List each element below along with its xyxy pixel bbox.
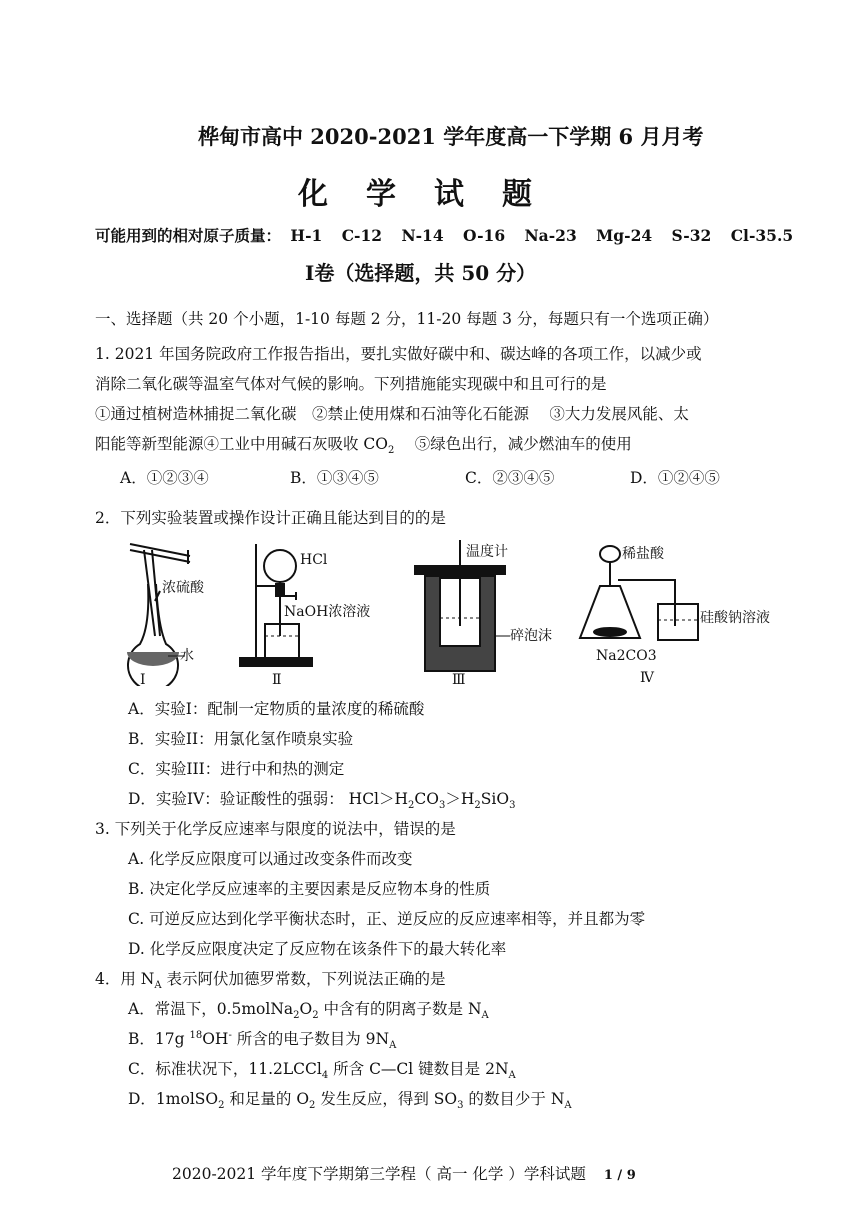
option-text: CO: [414, 790, 439, 808]
q4-option-b: [128, 1027, 396, 1051]
section-heading: 一、选择题（共 20 个小题，1-10 每题 2 分，11-20 每题 3 分，每题只有一个选项正确）: [95, 310, 719, 328]
option-text: C．标准状况下，11.2LCCl: [128, 1060, 322, 1078]
page-number: 1 / 9: [603, 1168, 636, 1183]
label-carbonate: Na2CO3: [596, 648, 657, 664]
q1-line: 消除二氧化碳等温室气体对气候的影响。下列措施能实现碳中和且可行的是: [95, 375, 607, 393]
q3-option-a: A. 化学反应限度可以通过改变条件而改变: [128, 850, 413, 868]
q4-stem-text: 表示阿伏加德罗常数，下列说法正确的是: [161, 970, 446, 988]
label-thermometer: 温度计: [466, 544, 508, 560]
school-title: 桦甸市高中 2020-2021 学年度高一下学期 6 月月考: [198, 124, 704, 149]
q4-option-c: [128, 1057, 516, 1081]
q3-option-c: C. 可逆反应达到化学平衡状态时，正、逆反应的反应速率相等，并且都为零: [128, 910, 646, 928]
q2-stem: 2．下列实验装置或操作设计正确且能达到目的的是: [95, 509, 446, 527]
label-roman-3: Ⅲ: [452, 672, 466, 686]
option-text: 中含有的阴离子数是 N: [318, 1000, 482, 1018]
superscript: 18: [189, 1029, 203, 1041]
option-text: 所含 C—Cl 键数目是 2N: [328, 1060, 509, 1078]
option-text: 和足量的 O: [224, 1090, 310, 1108]
label-water: 水: [180, 648, 194, 664]
q1-line: [95, 432, 632, 456]
subscript: 3: [509, 800, 516, 812]
q3-stem: 3. 下列关于化学反应速率与限度的说法中，错误的是: [95, 820, 456, 838]
label-naoh: NaOH浓溶液: [284, 604, 371, 620]
label-hcl: HCl: [300, 552, 328, 568]
q4-stem: [95, 967, 446, 991]
q3-option-b: B. 决定化学反应速率的主要因素是反应物本身的性质: [128, 880, 491, 898]
subscript: A: [508, 1070, 516, 1082]
option-text: SiO: [480, 790, 510, 808]
q1-option-c: C．②③④⑤: [465, 469, 555, 487]
option-text: 发生反应，得到 SO: [315, 1090, 458, 1108]
option-text: OH: [202, 1030, 229, 1048]
label-roman-4: Ⅳ: [640, 670, 654, 686]
option-text: 所含的电子数目为 9N: [231, 1030, 390, 1048]
subscript: 2: [474, 800, 481, 812]
subscript: A: [564, 1100, 572, 1112]
label-silicate: 硅酸钠溶液: [700, 610, 770, 626]
q4-option-a: [128, 997, 489, 1021]
page-footer: [172, 1162, 636, 1184]
q1-option-d: D．①②④⑤: [630, 469, 720, 487]
subscript: 2: [388, 445, 395, 457]
subscript: 3: [438, 800, 446, 812]
label-roman-2: Ⅱ: [272, 672, 282, 686]
atomic-masses-lead: 可能用到的相对原子质量：: [95, 226, 282, 245]
subscript: 2: [309, 1100, 316, 1112]
subscript: 2: [312, 1010, 319, 1022]
q2-option-c: C．实验III：进行中和热的测定: [128, 760, 345, 778]
atomic-mass: Mg-24: [596, 226, 653, 245]
label-hcl-dilute: 稀盐酸: [622, 546, 664, 562]
atomic-mass: Na-23: [524, 226, 577, 245]
atomic-mass: S-32: [671, 226, 712, 245]
atomic-masses-line: [95, 224, 793, 246]
q1-line-text: ⑤绿色出行，减少燃油车的使用: [394, 435, 632, 453]
atomic-mass: C-12: [341, 226, 383, 245]
q2-option-b: B．实验II：用氯化氢作喷泉实验: [128, 730, 354, 748]
q3-option-d: D. 化学反应限度决定了反应物在该条件下的最大转化率: [128, 940, 507, 958]
subscript: 2: [218, 1100, 225, 1112]
q1-option-a: A．①②③④: [120, 469, 209, 487]
option-text: ＞H: [445, 790, 475, 808]
atomic-mass: O-16: [463, 226, 506, 245]
option-text: D．1molSO: [128, 1090, 219, 1108]
apparatus-1-icon: [125, 544, 190, 686]
subscript: 3: [457, 1100, 464, 1112]
q2-option-d: [128, 787, 515, 811]
lab-apparatus-figure: [100, 536, 780, 686]
subscript: 4: [321, 1070, 329, 1082]
subscript: 2: [408, 800, 415, 812]
option-text: 的数目少于 N: [463, 1090, 565, 1108]
label-roman-1: Ⅰ: [140, 672, 146, 686]
subscript: A: [481, 1010, 489, 1022]
q2-option-a: A．实验I：配制一定物质的量浓度的稀硫酸: [128, 700, 425, 718]
option-text: D．实验IV：验证酸性的强弱： HCl＞H: [128, 790, 409, 808]
atomic-mass: Cl-35.5: [730, 226, 794, 245]
q1-line: 1. 2021 年国务院政府工作报告指出，要扎实做好碳中和、碳达峰的各项工作，以减少或: [95, 345, 702, 363]
volume-title: Ⅰ卷（选择题，共 50 分）: [305, 261, 537, 285]
q4-option-d: [128, 1087, 572, 1111]
q1-option-b: B．①③④⑤: [290, 469, 379, 487]
q1-line: ①通过植树造林捕捉二氧化碳 ②禁止使用煤和石油等化石能源 ③大力发展风能、太: [95, 405, 689, 423]
subject-title: 化学试题: [298, 177, 570, 212]
subscript: A: [389, 1040, 397, 1052]
label-acid: 浓硫酸: [162, 580, 204, 596]
option-text: O: [299, 1000, 313, 1018]
footer-text: 2020-2021 学年度下学期第三学程（ 高一 化学 ）学科试题: [172, 1165, 586, 1183]
atomic-mass: N-14: [401, 226, 444, 245]
q4-stem-text: 4．用 N: [95, 970, 155, 988]
subscript: A: [154, 980, 162, 992]
atomic-mass: H-1: [290, 226, 323, 245]
superscript: -: [228, 1029, 232, 1041]
label-foam: 碎泡沫: [510, 628, 552, 644]
q1-line-text: 阳能等新型能源④工业中用碱石灰吸收 CO: [95, 435, 388, 453]
option-text: A．常温下，0.5molNa: [128, 1000, 294, 1018]
option-text: B．17g: [128, 1030, 190, 1048]
subscript: 2: [293, 1010, 300, 1022]
